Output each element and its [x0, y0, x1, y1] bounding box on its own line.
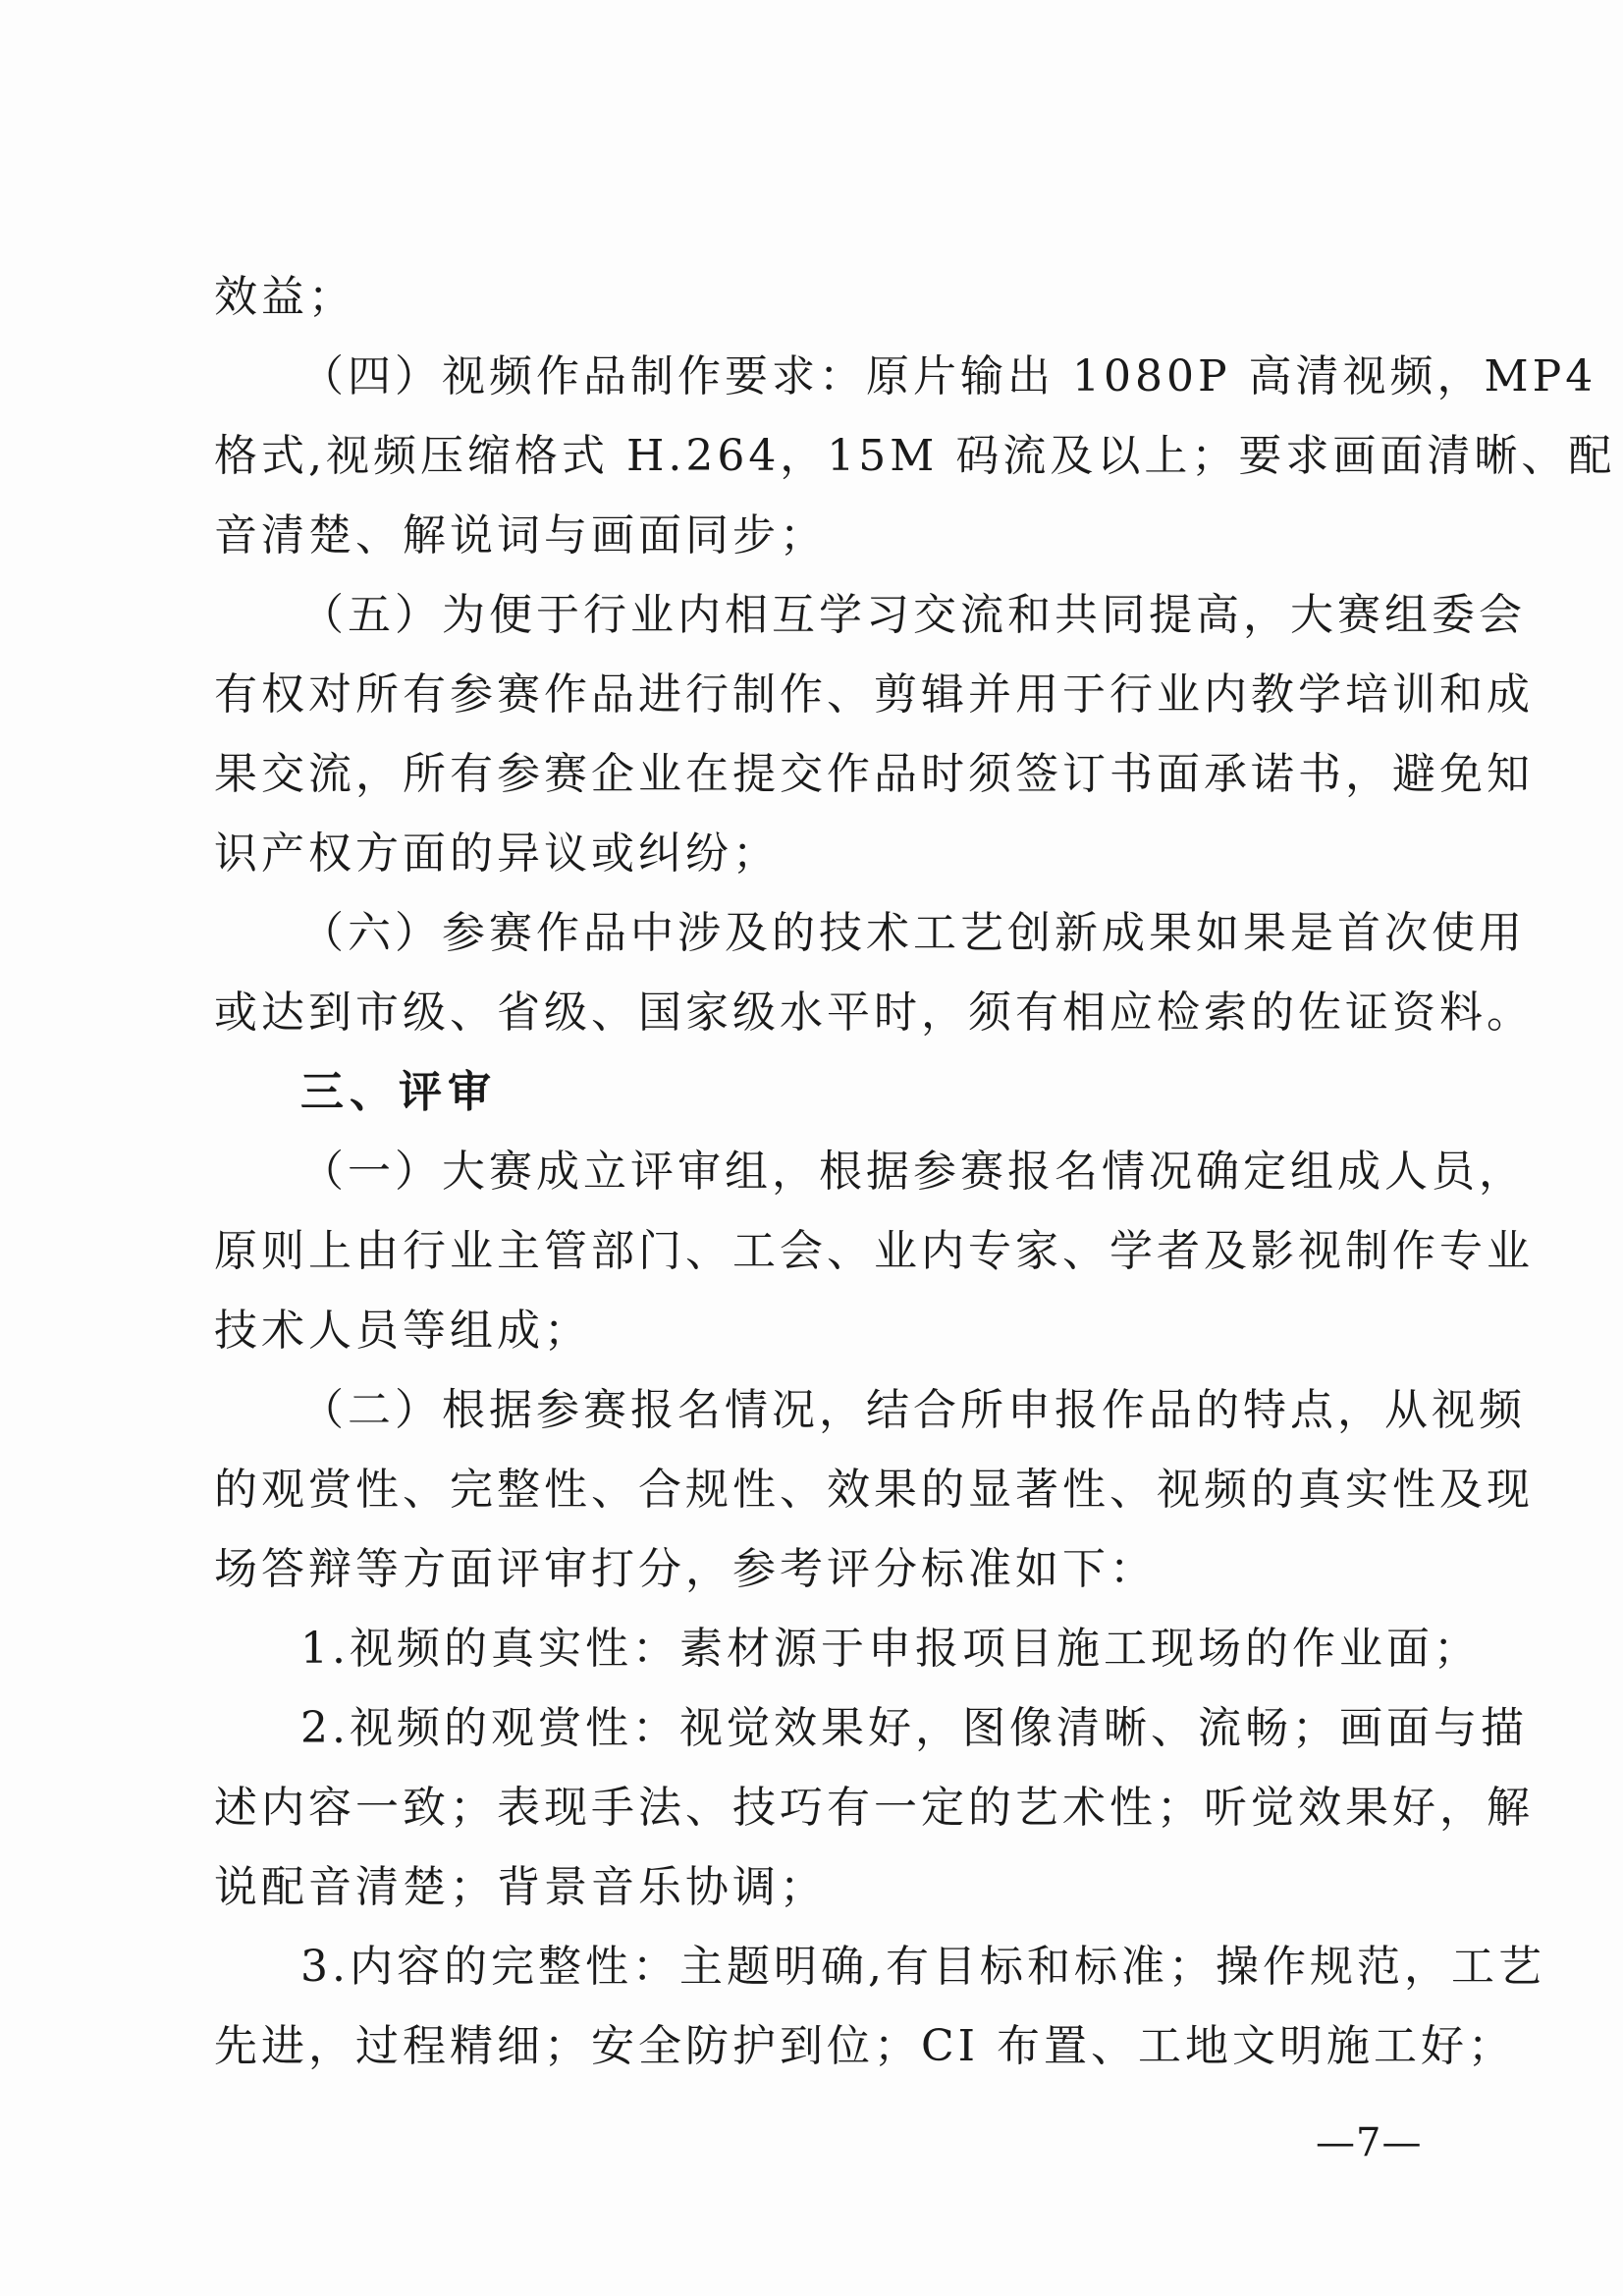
paragraph-line: 述内容一致；表现手法、技巧有一定的艺术性；听觉效果好，解: [214, 1783, 1534, 1833]
paragraph-line: 或达到市级、省级、国家级水平时，须有相应检索的佐证资料。: [214, 988, 1534, 1038]
document-body: [214, 257, 1616, 2086]
list-item: 3.内容的完整性：主题明确,有目标和标准；操作规范，工艺: [300, 1942, 1545, 1992]
paragraph-line: 有权对所有参赛作品进行制作、剪辑并用于行业内教学培训和成: [214, 669, 1534, 720]
paragraph-line: 说配音清楚；背景音乐协调；: [214, 1862, 827, 1912]
section-heading: 三、评审: [300, 1067, 497, 1117]
paragraph-line: （二）根据参赛报名情况，结合所申报作品的特点，从视频: [300, 1385, 1526, 1435]
paragraph-line: （一）大赛成立评审组，根据参赛报名情况确定组成人员，: [300, 1147, 1526, 1197]
paragraph-line: 格式,视频压缩格式 H.264，15M 码流及以上；要求画面清晰、配: [214, 431, 1616, 481]
paragraph-line: 识产权方面的异议或纠纷；: [214, 828, 780, 879]
paragraph-line: 技术人员等组成；: [214, 1306, 591, 1356]
paragraph-line: 效益；: [214, 272, 355, 322]
paragraph-line: （五）为便于行业内相互学习交流和共同提高，大赛组委会: [300, 590, 1526, 640]
paragraph-line: 果交流，所有参赛企业在提交作品时须签订书面承诺书，避免知: [214, 749, 1534, 799]
paragraph-line: 场答辩等方面评审打分，参考评分标准如下：: [214, 1544, 1157, 1594]
paragraph-line: 音清楚、解说词与画面同步；: [214, 510, 827, 561]
paragraph-line: 的观赏性、完整性、合规性、效果的显著性、视频的真实性及现: [214, 1465, 1534, 1515]
paragraph-line: 原则上由行业主管部门、工会、业内专家、学者及影视制作专业: [214, 1226, 1534, 1276]
list-item: 2.视频的观赏性：视觉效果好，图像清晰、流畅；画面与描: [300, 1703, 1528, 1753]
paragraph-line: 先进，过程精细；安全防护到位；CI 布置、工地文明施工好；: [214, 2021, 1516, 2071]
page-number: —7—: [1316, 2120, 1423, 2165]
paragraph-line: （六）参赛作品中涉及的技术工艺创新成果如果是首次使用: [300, 908, 1526, 958]
paragraph-line: （四）视频作品制作要求：原片输出 1080P 高清视频，MP4: [300, 351, 1597, 401]
list-item: 1.视频的真实性：素材源于申报项目施工现场的作业面；: [300, 1624, 1481, 1674]
